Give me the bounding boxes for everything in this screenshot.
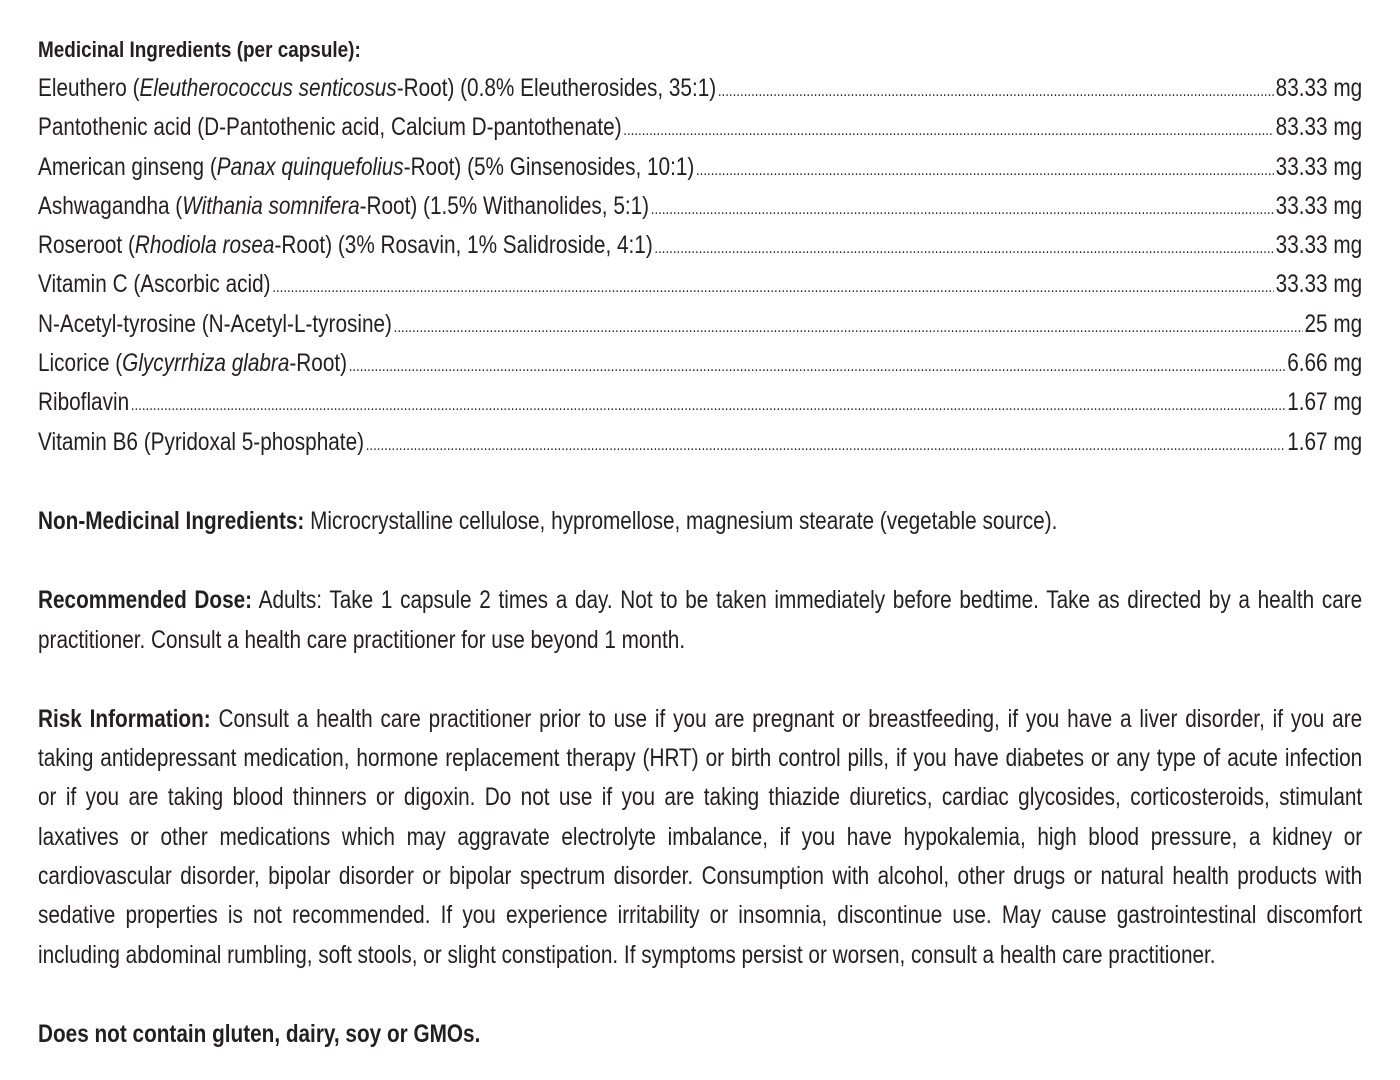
- ingredient-name-detail: -Root): [289, 349, 348, 378]
- dot-leader: [394, 308, 1303, 347]
- dot-leader: [654, 229, 1274, 268]
- medicinal-ingredients-list: [38, 69, 1362, 462]
- ingredient-amount: 6.66 mg: [1287, 349, 1363, 378]
- ingredient-row: [38, 305, 1362, 344]
- ingredient-name-text: Vitamin B6 (Pyridoxal 5-phosphate): [38, 427, 365, 456]
- ingredient-amount: 25 mg: [1304, 309, 1363, 338]
- dot-leader: [131, 386, 1286, 425]
- ingredient-name-text: Pantothenic acid (D-Pantothenic acid, Calcium D-pantothenate): [38, 113, 622, 142]
- ingredient-name: [38, 383, 129, 422]
- ingredient-name: [38, 344, 347, 383]
- ingredient-latin-name: Withania somnifera: [182, 191, 360, 220]
- dose-text: Adults: Take 1 capsule 2 times a day. Not to be taken immediately before bedtime. Take as directed by a health care practitioner. Consult a health care practitioner for use beyond 1 month.: [38, 586, 1363, 654]
- dot-leader: [718, 72, 1274, 111]
- ingredient-row: [38, 423, 1362, 462]
- dot-leader: [349, 347, 1286, 386]
- free-from-statement: Does not contain gluten, dairy, soy or GMOs.: [38, 1019, 481, 1048]
- ingredient-name: [38, 69, 716, 108]
- supplement-label: [38, 30, 1362, 1054]
- ingredient-latin-name: Panax quinquefolius: [216, 152, 404, 181]
- ingredient-latin-name: Glycyrrhiza glabra: [122, 349, 290, 378]
- ingredient-name: [38, 187, 649, 226]
- risk-information: [38, 700, 1362, 975]
- dot-leader: [651, 190, 1274, 229]
- ingredient-name: [38, 305, 392, 344]
- ingredient-amount: 33.33 mg: [1275, 191, 1363, 220]
- non-medicinal-ingredients: [38, 502, 1362, 541]
- medicinal-ingredients-heading: Medicinal Ingredients (per capsule):: [38, 37, 361, 62]
- risk-text: Consult a health care practitioner prior to use if you are pregnant or breastfeeding, if you have a liver disorder, if you are taking antidepressant medication, hormone replacement therapy (HRT) or birth control pills, if you have diabetes or any type of acute infection or if you are taking blood thinners or digoxin. Do not use if you are taking thiazide diuretics, cardiac glycosides, corticosteroids, stimulant laxatives or other medications which may aggravate electrolyte imbalance, if you have hypokalemia, high blood pressure, a kidney or cardiovascular disorder, bipolar disorder or bipolar spectrum disorder. Consumption with alcohol, other drugs or natural health products with sedative properties is not recommended. If you experience irritability or insomnia, discontinue use. May cause gastrointestinal discomfort including abdominal rumbling, soft stools, or slight constipation. If symptoms persist or worsen, consult a health care practitioner.: [38, 704, 1363, 969]
- ingredient-amount: 83.33 mg: [1275, 74, 1363, 102]
- ingredient-name-detail: -Root) (0.8% Eleutherosides, 35:1): [396, 74, 717, 102]
- dot-leader: [696, 151, 1274, 190]
- ingredient-name-text: N-Acetyl-tyrosine (N-Acetyl-L-tyrosine): [38, 309, 392, 338]
- ingredient-amount: 1.67 mg: [1287, 427, 1363, 456]
- ingredient-latin-name: Rhodiola rosea: [134, 231, 275, 260]
- ingredient-name: [38, 108, 622, 147]
- ingredient-name-detail: -Root) (3% Rosavin, 1% Salidroside, 4:1): [274, 231, 653, 260]
- ingredient-name-text: American ginseng (: [38, 152, 217, 181]
- ingredient-amount: 33.33 mg: [1275, 152, 1363, 181]
- ingredient-name-text: Vitamin C (Ascorbic acid): [38, 270, 271, 299]
- dot-leader: [366, 426, 1286, 465]
- ingredient-name-text: Roseroot (: [38, 231, 135, 260]
- ingredient-name-detail: -Root) (1.5% Withanolides, 5:1): [359, 191, 650, 220]
- non-medicinal-text: Microcrystalline cellulose, hypromellose, magnesium stearate (vegetable source).: [304, 506, 1058, 535]
- ingredient-row: [38, 383, 1362, 422]
- ingredient-row: [38, 226, 1362, 265]
- ingredient-name-text: Ashwagandha (: [38, 191, 183, 220]
- ingredient-name-detail: -Root) (5% Ginsenosides, 10:1): [403, 152, 695, 181]
- ingredient-name-text: Riboflavin: [38, 388, 130, 417]
- ingredient-name-text: Eleuthero (: [38, 74, 140, 102]
- dose-label: Recommended Dose:: [38, 586, 253, 615]
- ingredient-name: [38, 226, 653, 265]
- non-medicinal-label: Non-Medicinal Ingredients:: [38, 506, 305, 535]
- ingredient-row: [38, 148, 1362, 187]
- ingredient-row: [38, 344, 1362, 383]
- ingredient-amount: 33.33 mg: [1275, 231, 1363, 260]
- ingredient-name: [38, 148, 694, 187]
- ingredient-name: [38, 265, 271, 304]
- dot-leader: [272, 268, 1274, 307]
- ingredient-name-text: Licorice (: [38, 349, 123, 378]
- risk-label: Risk Information:: [38, 704, 211, 733]
- ingredient-amount: 33.33 mg: [1275, 270, 1363, 299]
- ingredient-latin-name: Eleutherococcus senticosus: [139, 74, 397, 102]
- ingredient-row: [38, 108, 1362, 147]
- dot-leader: [623, 111, 1274, 150]
- ingredient-row: [38, 187, 1362, 226]
- ingredient-amount: 1.67 mg: [1287, 388, 1363, 417]
- ingredient-amount: 83.33 mg: [1275, 113, 1363, 142]
- ingredient-name: [38, 423, 364, 462]
- ingredient-row: [38, 265, 1362, 304]
- ingredient-row: [38, 69, 1362, 108]
- recommended-dose: [38, 581, 1362, 660]
